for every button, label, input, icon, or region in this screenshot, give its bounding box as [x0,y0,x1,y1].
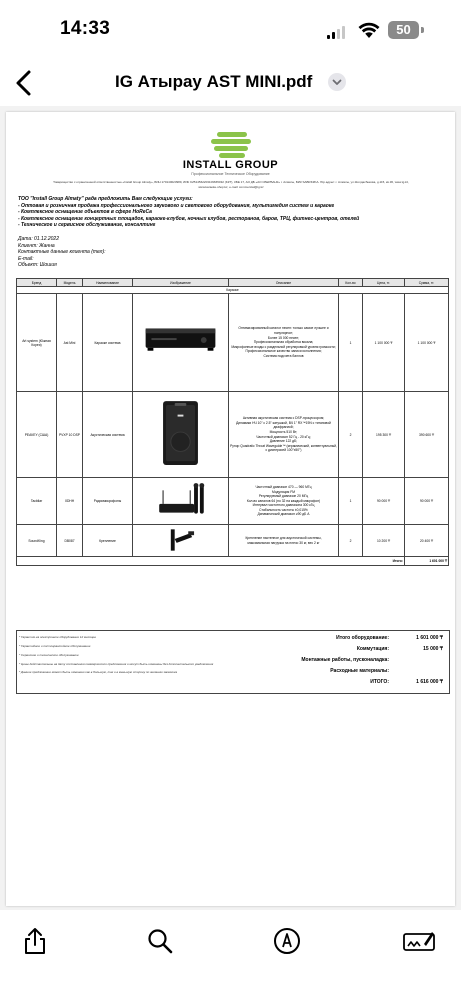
summary-value: 15 000 ₸ [423,646,443,652]
cell-price: 195 300 ₸ [363,392,405,478]
table-section-row [17,287,449,294]
cell-price: 1 100 000 ₸ [363,294,405,392]
company-requisites: Товарищество с ограниченной ответственностью «Install Group Almaty», БИН 170140023989, ИИК KZ514562203109665032 (KZT), КБЕ 17, АО ДБ «АО СБЕРБАНК» г. Алматы, БИК SABRKZKA. Юр.адрес: г. Алматы, ул.Жолдасбекова, д.115, кв.36, www.ig.kz, www.karaoke-shop.kz, e-mail: commercial@ig.kz [53,180,409,189]
back-chevron-icon[interactable] [10,68,40,98]
summary-label: Коммутация: [356,646,389,652]
offer-line: - Комплексное оснащение объектов в сфере HoReCa [18,209,152,216]
desc-line: Модуляция FM [272,489,295,494]
desc-line: Система подсчета баллов [263,353,304,358]
bottom-toolbar [0,910,461,999]
cell-name: Радиомикрофоны [83,478,133,525]
cell-model: DB087 [57,525,83,557]
desc-line: Оптимизированный каталог песен: только самое лучшее и популярное; [238,326,329,336]
search-icon[interactable] [145,926,175,956]
status-bar [0,0,461,60]
summary-row [227,644,447,654]
cell-image [133,392,229,478]
summary-row [227,655,447,665]
note-line: * Сервисное и техническое обслуживание [19,653,79,657]
summary-block [16,630,450,694]
offer-line: - Техническое и сервисное обслуживание, консалтинг [18,222,156,229]
total-label: Итого: [17,557,405,566]
document-title[interactable]: IG Атырау AST MINI.pdf [115,72,313,91]
meta-object: Объект: Шошия [18,262,57,268]
markup-icon[interactable] [272,926,302,956]
desc-line: Рупор Quadratic Throat Waveguide™ (керамический, конвентуальный, с дисперсией 100°x50°) [230,443,337,453]
table-row [17,525,449,557]
column-header: Цена, тг. [363,279,405,287]
title-menu-chevron-icon[interactable] [328,73,346,91]
desc-line: Динамический диапазон ≥90 дБ A [257,512,310,517]
brand-name: INSTALL GROUP [182,159,279,171]
cell-qty: 1 [339,294,363,392]
desc-line: Давление 122 дБ; [269,439,298,444]
column-header: Модель [57,279,83,287]
cellular-signal-icon [327,26,347,39]
quote-table [16,278,449,566]
summary-label: Итого оборудование: [336,635,389,641]
share-icon[interactable] [20,926,50,956]
desc-line: Стабильность частоты ±0,015% [259,507,308,512]
notes [19,633,219,677]
offer-line: - Оптовая и розничная продажа профессионального звукового и светового оборудования, мультимедия систем и караоке [18,202,335,209]
cell-model: XDHH [57,478,83,525]
cell-name: Акустическая система [83,392,133,478]
note-line: * Гарантия на электронное оборудование 12 месяцев [19,635,96,639]
cell-price: 90 000 ₸ [363,478,405,525]
summary-row [227,677,447,687]
cell-description [229,478,339,525]
desc-line: Интервал частотного диапазона 300 кГц [252,503,315,508]
services-offer [18,196,448,229]
desc-line: Более 15 000 песен; [267,335,300,340]
column-header: Описание [229,279,339,287]
offer-line: - Комплексное оснащение концертных площадок, караоке-клубов, ночных клубов, ресторанов, баров, ТРЦ, фитнес-центров, отелей [18,215,360,222]
desc-line: Мощность 510 Вт; [269,429,298,434]
offer-line: ТОО "Install Group Almaty" рада предложить Вам следующие услуги: [18,196,193,202]
cell-qty: 1 [339,478,363,525]
wall-bracket-image [134,525,227,555]
table-total-row [17,557,449,566]
column-header: Наименование [83,279,133,287]
summary-label: Монтажные работы, пусконаладка: [301,657,389,663]
cell-brand: SoundKing [17,525,57,557]
cell-sum: 20 400 ₸ [405,525,449,557]
karaoke-player-image [134,294,227,390]
client-meta [18,236,106,269]
table-row [17,294,449,392]
cell-price: 10 200 ₸ [363,525,405,557]
cell-sum: 90 000 ₸ [405,478,449,525]
summary-label: ИТОГО: [370,679,389,685]
desc-line: Динамики НЧ 10" с 2.5" катушкой, ВЧ 1" RX™19N с титановой диафрагмой; [236,420,331,430]
meta-date: Дата: 01.12.2022 [18,236,59,242]
desc-line: Крепление настенное для акустической системы, [245,535,322,540]
cell-brand: PEAVEY (США) [17,392,57,478]
cell-description [229,294,339,392]
table-row [17,478,449,525]
column-header: Кол-во [339,279,363,287]
cell-image [133,525,229,557]
desc-line: Частотный диапазон 470 — 960 МГц [255,484,312,489]
desc-line: максимальная нагрузка на плечо 30 кг, вес 2 кг [247,540,320,545]
battery-icon: 50 [388,21,419,39]
signature-icon[interactable] [402,926,436,956]
wireless-microphones-image [134,478,227,523]
desc-line: Активная акустическая система с DSP-процессором; [242,416,325,421]
battery-tip [421,27,424,33]
summary-label: Расходные материалы: [330,668,389,674]
cell-qty: 2 [339,525,363,557]
desc-line: Кол-во каналов 64 (по 32 на каждый микрофон) [246,498,321,503]
meta-phone: Контактные данные клиента (тел): [18,249,106,255]
wifi-icon [358,22,380,39]
desc-line: Профессиональная обработка вокала; [253,340,314,345]
note-line: * Гарантийное и постгарантийное обслуживание [19,644,91,648]
table-row [17,392,449,478]
cell-description [229,525,339,557]
summary-row [227,633,447,643]
nav-bar [0,60,461,106]
summary-row [227,666,447,676]
meta-client: Клиент: Жанна [18,242,55,249]
cell-brand: Tacktlar [17,478,57,525]
summary-value: 1 601 000 ₸ [416,635,443,641]
cell-model: Ast Mini [57,294,83,392]
table-header-row [17,279,449,287]
desc-line: Микрофонные входы с раздельной регулировкой уровня громкости; [231,344,336,349]
brand-subtitle: Профессиональное Техническое Оборудование [191,172,270,176]
desc-line: Частотный диапазон 52 Гц - 20 кГц; [256,434,311,439]
pdf-viewer[interactable] [0,106,461,910]
section-title: Караоке [17,287,449,294]
desc-line: Профессиональное качество записи исполнения; [245,349,322,354]
note-line: * Цены действительны на дату составления коммерческого предложения и могут быть изменены без дополнительного уведомления [19,662,214,666]
cell-name: Крепление [83,525,133,557]
note-line: * Данное предложение может быть изменено как в большую, так и в меньшую сторону по желанию заказчика [19,670,178,674]
status-time: 14:33 [60,18,111,39]
pdf-page [6,112,455,906]
column-header: Сумма, тг. [405,279,449,287]
cell-image [133,478,229,525]
cell-model: PVXP 10 DSP [57,392,83,478]
speaker-image [134,392,227,476]
column-header: Изображение [133,279,229,287]
cell-sum: 1 100 000 ₸ [405,294,449,392]
cell-description [229,392,339,478]
desc-line: Регулируемый диапазон 20 МГц [258,494,309,499]
cell-name: Караоке система [83,294,133,392]
install-group-logo [211,132,251,158]
cell-qty: 2 [339,392,363,478]
total-value: 1 601 000 ₸ [405,557,449,566]
column-header: Бренд [17,279,57,287]
cell-brand: Art system (Южная Корея) [17,294,57,392]
cell-image [133,294,229,392]
cell-sum: 390 600 ₸ [405,392,449,478]
summary-value: 1 616 000 ₸ [416,679,443,685]
meta-email: E-mail: [18,255,34,262]
